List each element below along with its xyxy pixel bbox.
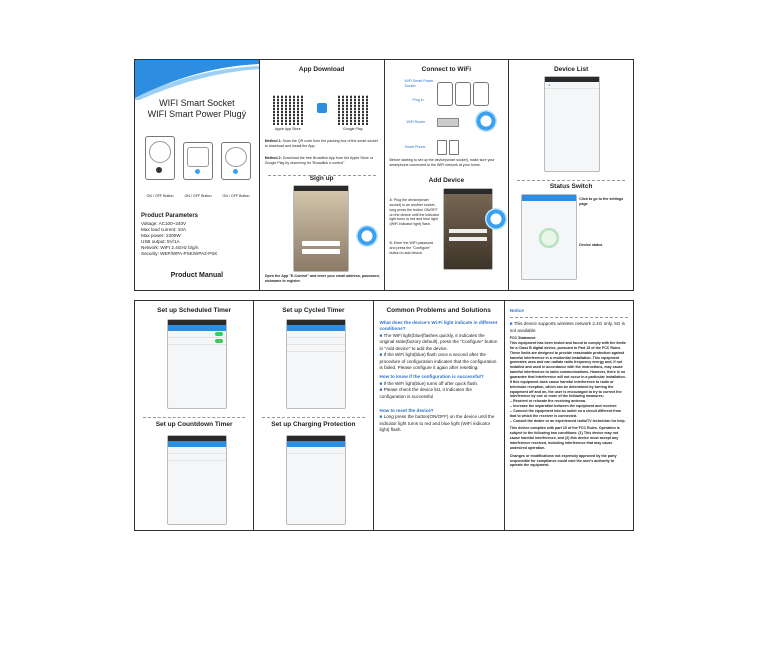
- socket-label-2: ON / OFF Button: [184, 194, 212, 198]
- signup-caption: Open the App "E-Control" and enter your email address, password, nickname to register.: [264, 274, 380, 283]
- cover-title-line2: WIFI Smart Power Plugÿ: [147, 108, 247, 119]
- connect-wifi-panel: [385, 60, 510, 290]
- scheduled-timer-title: Set up Scheduled Timer: [157, 307, 232, 314]
- cover-title-line1: WIFI Smart Socket: [159, 98, 235, 108]
- method-2: [265, 156, 380, 166]
- status-switch-title: Status Switch: [549, 183, 593, 190]
- socket-image-2: [183, 142, 213, 180]
- cover-accent-swoosh: [135, 60, 260, 100]
- phone-image-small: [437, 140, 447, 155]
- timer-panel-right: [254, 301, 373, 530]
- add-device-title: Add Device: [428, 177, 465, 184]
- product-manual-label: Product Manual: [170, 272, 224, 279]
- manual-sheet-bottom: [134, 300, 634, 531]
- fcc-measure-1: -- Reorient or relocate the receiving antenna.: [509, 399, 587, 404]
- signup-title: Sign up: [309, 175, 334, 182]
- cycled-timer-title: Set up Cycled Timer: [282, 307, 345, 314]
- connect-socket-3: [473, 82, 489, 106]
- method-2-text: Download the free Broadlink App from the Apple Store or Google Play by searching for "Broadlink e-control": [264, 156, 374, 165]
- notice-panel: [505, 301, 633, 530]
- socket-label-3: ON / OFF Button: [222, 194, 250, 198]
- fcc-paragraph-3: Changes or modifications not expressly approved by the party responsible for compliance could void the user's authority to operate the equipment.: [509, 453, 617, 468]
- answer-3: ■ Long press the button(ON/OFF) on the device until the indicator light turns to red and blue light (WiFi indicator light) flash.: [380, 414, 498, 433]
- cover-title: [135, 98, 259, 120]
- param-power: Max power: 2200W: [141, 232, 181, 238]
- charging-protection-screenshot: [286, 435, 346, 525]
- param-current: Max load current: 10A: [141, 226, 186, 232]
- answer-1a: ■ The WiFi light(blue)flashes quickly, it indicates the original state(factory default), press the "Configure" button in "Add device" to add the device.: [380, 333, 498, 352]
- divider: [517, 180, 625, 181]
- question-3: How to reset the device?: [379, 408, 434, 414]
- signup-phone-screenshot: [293, 185, 349, 272]
- device-list-panel: [509, 60, 633, 290]
- fcc-measure-2: -- Increase the separation between the equipment and receiver.: [509, 404, 618, 409]
- method-1-text: Scan the QR code from the packing box of the smart socket to download and install the App.: [264, 139, 378, 148]
- param-network: Network: WIFI 2.4GHz b/g/n: [141, 244, 199, 250]
- connect-socket-2: [455, 82, 471, 106]
- question-1: What does the device's Wi-Fi light indicate in different conditions?: [379, 320, 498, 332]
- cover-panel: [135, 60, 260, 290]
- add-step-b: B: Enter the WiFi password and press the "Configure" button to add device.: [389, 241, 434, 255]
- countdown-timer-screenshot: [167, 435, 227, 525]
- phone-image-small-2: [449, 140, 459, 155]
- answer-1b: ■ If the WiFi light(blue) flash once a second after the procedure of configuration indicates that the configuration is failed. Please configure it again after resetting.: [380, 352, 498, 371]
- charging-protection-title: Set up Charging Protection: [271, 421, 356, 428]
- param-voltage: Voltage: AC100~240V: [141, 221, 187, 226]
- add-device-highlight-icon: [485, 208, 507, 230]
- signup-highlight-icon: [356, 225, 378, 247]
- method-2-label: Method 2:: [264, 156, 282, 160]
- qr-code-ios: [273, 95, 303, 125]
- fcc-measure-4: -- Consult the dealer or an experienced radio/TV technician for help.: [509, 418, 626, 423]
- wifi-router-image: [437, 118, 459, 127]
- params-list: [141, 221, 217, 257]
- qr-caption-ios: Apple App Store: [274, 127, 301, 131]
- divider: [143, 417, 245, 418]
- divider: [262, 417, 364, 418]
- method-1: [265, 139, 380, 149]
- device-list-phone-screenshot: ●: [544, 76, 600, 172]
- problems-panel: [374, 301, 505, 530]
- divider: [510, 317, 628, 318]
- problems-title: Common Problems and Solutions: [386, 307, 491, 314]
- param-usb: USB output: 5V/1A: [141, 238, 180, 244]
- fcc-statement-heading: FCC Statement: [509, 336, 536, 341]
- connect-title: Connect to WiFi: [421, 66, 472, 73]
- annotation-device-status: Device status: [579, 243, 603, 247]
- add-step-a: A: Plug the device(smart socket) in an another socket, long press the button ON/OFF on the device until the indicator light turns to red and blue light (WiFi indicator light) flash.: [389, 198, 440, 227]
- socket-image-1: [145, 136, 175, 180]
- question-2: How to know if the configuration is successful?: [379, 374, 484, 380]
- cycled-timer-screenshot: [286, 319, 346, 409]
- fcc-paragraph-2: This device complies with part 15 of the FCC Rules. Operation is subject to the following two conditions: (1) This device may not cause harmful interference, and (2) this device must accept any interference received, including interference that may cause undesired operation.: [509, 426, 620, 450]
- connect-socket-1: [437, 82, 453, 106]
- label-smart-socket: WiFi Smart Power Socket: [404, 79, 434, 88]
- label-smart-phone: Smart Phone: [404, 145, 426, 149]
- answer-2b: ■ Please check the device list, it indicates the configuration is successful: [380, 387, 498, 400]
- method-1-label: Method 1:: [264, 139, 282, 143]
- add-device-phone-screenshot: [443, 188, 493, 270]
- app-download-panel: [260, 60, 385, 290]
- fcc-measure-3: -- Connect the equipment into an outlet on a circuit different from that to which the receiver is connected.: [509, 408, 622, 418]
- param-security: Security: WEP/WPA-PSK/WPA2-PSK: [141, 250, 218, 256]
- qr-caption-android: Google Play: [342, 127, 363, 131]
- label-plug-in: Plug in: [412, 98, 424, 102]
- app-download-title: App Download: [298, 66, 345, 73]
- connect-note: Before starting to set up the device(smart socket), make sure your smartphone connected to the WiFi network at your home.: [389, 158, 495, 167]
- device-list-title: Device List: [553, 66, 589, 73]
- timer-panel-left: [135, 301, 254, 530]
- manual-sheet-top: [134, 59, 634, 291]
- countdown-timer-title: Set up Countdown Timer: [155, 421, 233, 428]
- qr-code-android: [338, 95, 368, 125]
- status-phone-screenshot: [521, 194, 577, 280]
- label-wifi-router: WiFi Router: [406, 120, 426, 124]
- router-signal-icon: [475, 110, 497, 132]
- app-store-icon: [317, 103, 327, 113]
- notice-lead: ■ This device supports wireless network 2.4G only, 5G is not available: [510, 321, 628, 334]
- answer-2a: ■ If the WiFi light(blue) turns off after quick flash.: [380, 381, 498, 387]
- fcc-paragraph-1: This equipment has been tested and found to comply with the limits for a Class B digital device, pursuant to Part 15 of the FCC Rules. These limits are designed to provide reasonable protection against harmful interference in a residential installation. This equipment generates uses and can radiate radio frequency energy and, if not installed and used in accordance with the instructions, may cause harmful interference to radio communications. However, there is no guarantee that interference will not occur in a particular installation. If this equipment does cause harmful interference to radio or television reception, which can be determined by turning the equipment off and on, the user is encouraged to try to correct the interference by one or more of the following measures:: [509, 341, 626, 399]
- scheduled-timer-screenshot: [167, 319, 227, 409]
- socket-image-3: [221, 142, 251, 180]
- socket-label-1: ON / OFF Button: [146, 194, 174, 198]
- annotation-settings: Click to go to the settings page: [579, 197, 624, 206]
- params-title: Product Parameters: [141, 213, 199, 219]
- notice-title: Notice: [509, 308, 524, 313]
